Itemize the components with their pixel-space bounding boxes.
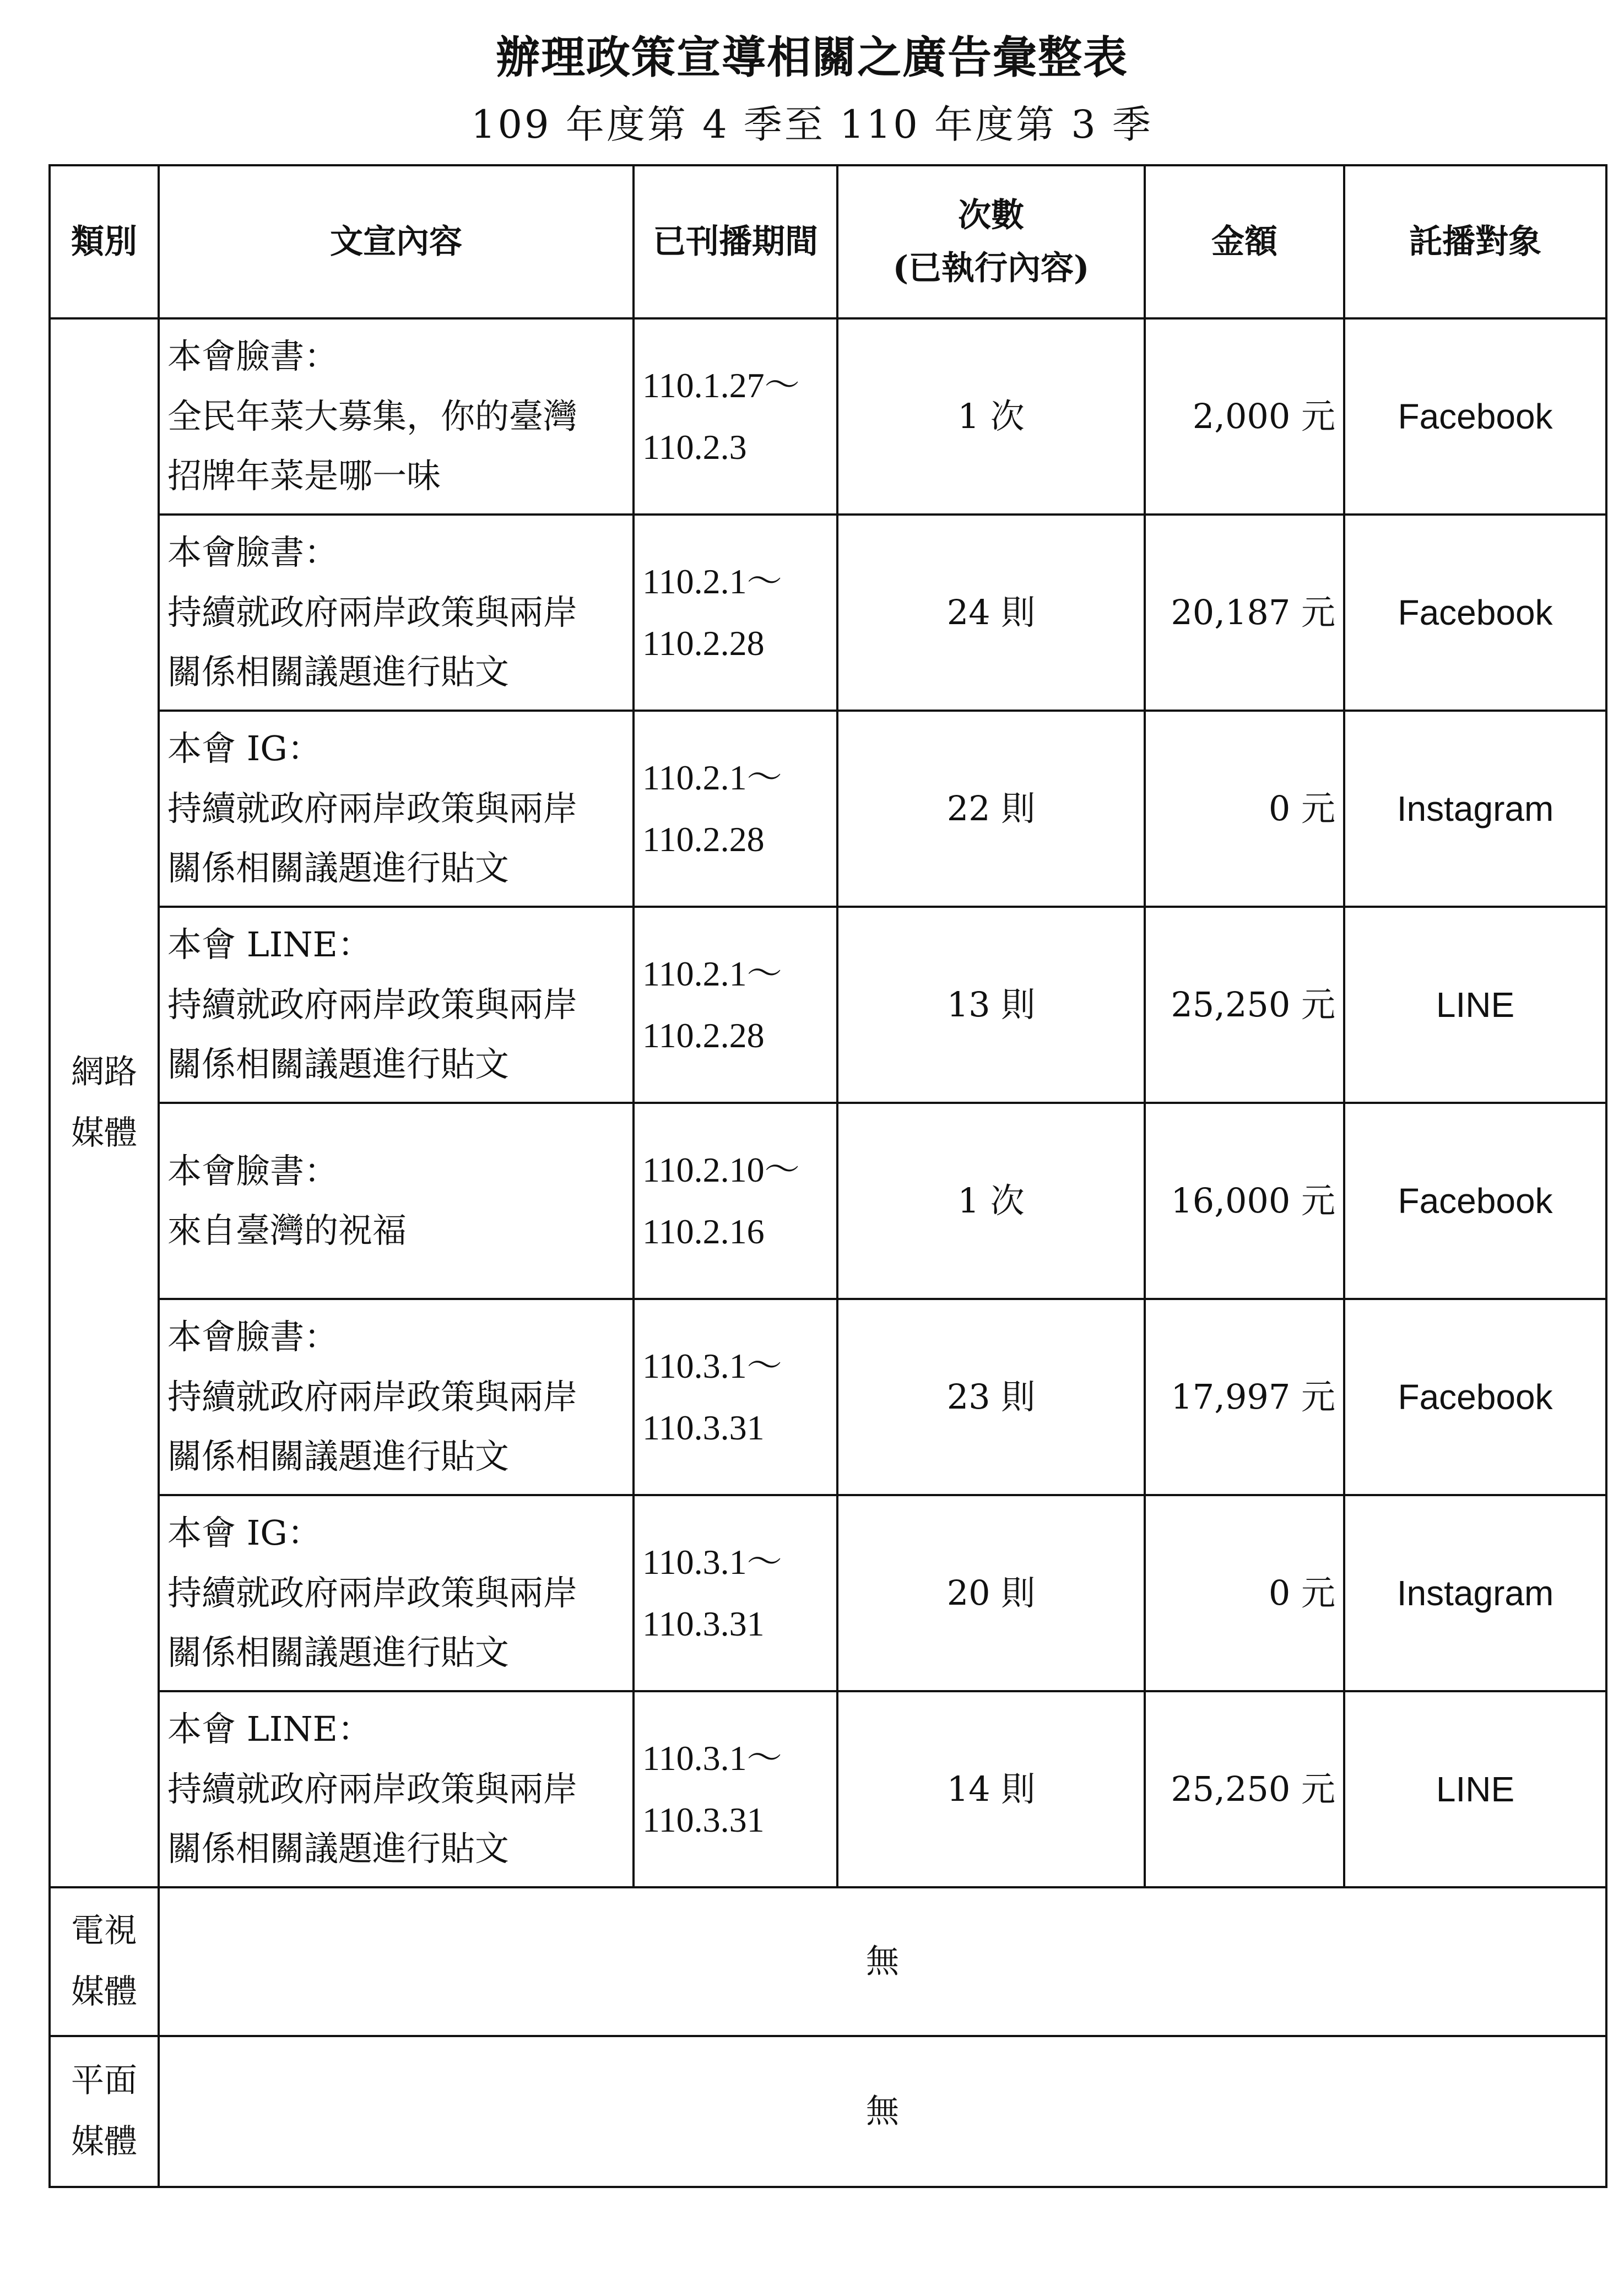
- content-line: 本會臉書：: [167, 532, 339, 573]
- count-cell: 22 則: [837, 711, 1145, 907]
- period-end: 110.3.31: [642, 1604, 765, 1643]
- period-cell: [634, 907, 837, 1103]
- period-start: 110.3.1～: [642, 1542, 782, 1582]
- content-line: 本會 LINE：: [167, 1709, 372, 1750]
- content-line: 本會 IG：: [167, 728, 322, 769]
- content-line: 關係相關議題進行貼文: [167, 848, 510, 889]
- target-cell: Facebook: [1344, 1299, 1606, 1495]
- header-count-label: 次數: [958, 196, 1024, 235]
- period-end: 110.2.28: [642, 624, 765, 663]
- count-cell: 24 則: [837, 515, 1145, 711]
- category-print: [50, 2036, 159, 2187]
- table-row: [50, 907, 1606, 1103]
- amount-cell: 25,250 元: [1145, 1691, 1344, 1887]
- table-row: [50, 1103, 1606, 1299]
- target-cell: Instagram: [1344, 1495, 1606, 1691]
- table-row-print: [50, 2036, 1606, 2187]
- category-tv: [50, 1887, 159, 2036]
- table-row-tv: [50, 1887, 1606, 2036]
- content-line: 持續就政府兩岸政策與兩岸: [167, 592, 578, 632]
- period-start: 110.2.1～: [642, 758, 782, 797]
- table-row: [50, 1495, 1606, 1691]
- content-line: 本會臉書：: [167, 1317, 339, 1357]
- header-target: 託播對象: [1344, 165, 1606, 318]
- content-line: 關係相關議題進行貼文: [167, 1436, 510, 1477]
- period-cell: [634, 515, 837, 711]
- content-line: 持續就政府兩岸政策與兩岸: [167, 1376, 578, 1417]
- amount-cell: 20,187 元: [1145, 515, 1344, 711]
- target-cell: Facebook: [1344, 1103, 1606, 1299]
- table-row: [50, 515, 1606, 711]
- period-cell: [634, 711, 837, 907]
- count-cell: 14 則: [837, 1691, 1145, 1887]
- document-title: 辦理政策宣導相關之廣告彙整表: [496, 31, 1128, 83]
- table-row: [50, 318, 1606, 515]
- header-row: [50, 165, 1606, 318]
- period-start: 110.2.1～: [642, 954, 782, 993]
- period-start: 110.3.1～: [642, 1739, 782, 1778]
- content-cell: [159, 515, 634, 711]
- content-line: 持續就政府兩岸政策與兩岸: [167, 984, 578, 1025]
- period-end: 110.3.31: [642, 1800, 765, 1839]
- header-count: [837, 165, 1145, 318]
- print-none-cell: 無: [159, 2036, 1606, 2187]
- count-cell: 20 則: [837, 1495, 1145, 1691]
- period-end: 110.2.28: [642, 1016, 765, 1055]
- content-cell: [159, 318, 634, 515]
- content-line: 本會 IG：: [167, 1513, 322, 1553]
- period-end: 110.2.3: [642, 427, 747, 467]
- content-line: 持續就政府兩岸政策與兩岸: [167, 788, 578, 829]
- content-line: 持續就政府兩岸政策與兩岸: [167, 1768, 578, 1809]
- content-line: 本會臉書：: [167, 336, 339, 377]
- category-label: 媒體: [71, 2123, 137, 2161]
- count-cell: 23 則: [837, 1299, 1145, 1495]
- content-line: 關係相關議題進行貼文: [167, 1632, 510, 1673]
- period-end: 110.2.28: [642, 820, 765, 859]
- target-cell: Instagram: [1344, 711, 1606, 907]
- table-body: [50, 318, 1606, 2187]
- tv-none-cell: 無: [159, 1887, 1606, 2036]
- content-line: 全民年菜大募集，你的臺灣: [167, 396, 578, 436]
- content-cell: [159, 1299, 634, 1495]
- content-cell: [159, 1691, 634, 1887]
- period-start: 110.3.1～: [642, 1346, 782, 1385]
- header-content: 文宣內容: [159, 165, 634, 318]
- period-start: 110.2.10～: [642, 1150, 800, 1189]
- content-line: 本會臉書：: [167, 1150, 339, 1191]
- period-cell: [634, 1103, 837, 1299]
- period-end: 110.3.31: [642, 1408, 765, 1447]
- category-label: 媒體: [71, 1973, 137, 2011]
- amount-cell: 2,000 元: [1145, 318, 1344, 515]
- target-cell: LINE: [1344, 1691, 1606, 1887]
- count-cell: 13 則: [837, 907, 1145, 1103]
- target-cell: LINE: [1344, 907, 1606, 1103]
- target-cell: Facebook: [1344, 318, 1606, 515]
- ad-summary-table: [48, 164, 1607, 2188]
- table-row: [50, 1299, 1606, 1495]
- period-start: 110.2.1～: [642, 562, 782, 601]
- count-cell: 1 次: [837, 1103, 1145, 1299]
- header-period: 已刊播期間: [634, 165, 837, 318]
- period-start: 110.1.27～: [642, 366, 800, 405]
- category-label: 平面: [71, 2061, 137, 2100]
- category-label: 媒體: [71, 1114, 137, 1152]
- content-line: 關係相關議題進行貼文: [167, 1828, 510, 1869]
- period-end: 110.2.16: [642, 1212, 765, 1251]
- document-subtitle: 109 年度第 4 季至 110 年度第 3 季: [470, 102, 1154, 147]
- category-label: 網路: [71, 1053, 137, 1091]
- category-label: 電視: [71, 1912, 137, 1950]
- amount-cell: 0 元: [1145, 1495, 1344, 1691]
- content-line: 關係相關議題進行貼文: [167, 1044, 510, 1085]
- content-cell: [159, 1103, 634, 1299]
- period-cell: [634, 1495, 837, 1691]
- period-cell: [634, 1299, 837, 1495]
- table-row: [50, 711, 1606, 907]
- content-line: 關係相關議題進行貼文: [167, 652, 510, 692]
- category-online: [50, 318, 159, 1887]
- target-cell: Facebook: [1344, 515, 1606, 711]
- period-cell: [634, 318, 837, 515]
- header-category: 類別: [50, 165, 159, 318]
- content-line: 來自臺灣的祝福: [167, 1210, 407, 1250]
- amount-cell: 16,000 元: [1145, 1103, 1344, 1299]
- header-count-note: (已執行內容): [892, 249, 1090, 288]
- content-line: 持續就政府兩岸政策與兩岸: [167, 1572, 578, 1613]
- table-row: [50, 1691, 1606, 1887]
- header-amount: 金額: [1145, 165, 1344, 318]
- amount-cell: 17,997 元: [1145, 1299, 1344, 1495]
- amount-cell: 25,250 元: [1145, 907, 1344, 1103]
- period-cell: [634, 1691, 837, 1887]
- content-cell: [159, 1495, 634, 1691]
- amount-cell: 0 元: [1145, 711, 1344, 907]
- content-line: 招牌年菜是哪一味: [167, 456, 441, 496]
- content-cell: [159, 907, 634, 1103]
- content-cell: [159, 711, 634, 907]
- content-line: 本會 LINE：: [167, 924, 372, 965]
- count-cell: 1 次: [837, 318, 1145, 515]
